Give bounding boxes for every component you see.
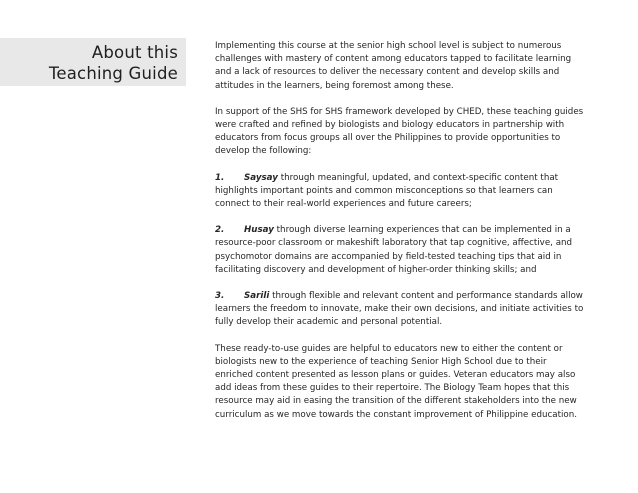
item-text: through diverse learning experiences that can be implemented in a resource-poor classroom or makeshift laboratory that tap cognitive, affective, and psychomotor domains are accompanied by field-tested teaching tips that aid in facilitating discovery and development of higher-order thinking skills; and (215, 225, 573, 275)
body-text (215, 40, 587, 435)
item-number: 1. (215, 172, 225, 183)
item-text: through meaningful, updated, and context-specific content that highlights important points and common misconceptions so that learners can connect to their real-world experiences and future careers; (215, 172, 559, 210)
item-text: through flexible and relevant content and performance standards allow learners the freedom to innovate, make their own decisions, and initiate activities to fully develop their academic and personal potential. (215, 291, 584, 328)
list-item (215, 172, 587, 212)
item-term: Saysay (244, 172, 278, 183)
list-item (215, 290, 587, 330)
list-item (215, 224, 587, 277)
section-title-line-1: About this (91, 43, 178, 62)
item-term: Sarili (244, 291, 270, 302)
item-number: 2. (215, 225, 225, 236)
section-title-line-2: Teaching Guide (48, 64, 178, 83)
item-number: 3. (215, 291, 225, 302)
closing-paragraph: These ready-to-use guides are helpful to educators new to either the content or biologists new to the experience of teaching Senior High School due to their enriched content presented as lesson plans or guides. Veteran educators may also add ideas from these guides to their repertoire. The Biology Team hopes that this resource may aid in easing the transition of the different stakeholders into the new curriculum as we move towards the constant improvement of Philippine education. (215, 343, 577, 420)
section-title-box (0, 38, 186, 86)
item-term: Husay (244, 225, 274, 236)
intro-paragraph: Implementing this course at the senior high school level is subject to numerous challenges with mastery of content among educators tapped to facilitate learning and a lack of resources to deliver the necessary content and develop skills and attitudes in the learners, being foremost among these. (215, 41, 572, 91)
support-paragraph: In support of the SHS for SHS framework developed by CHED, these teaching guides were crafted and refined by biologists and biology educators in partnership with educators from focus groups all over the Philippines to provide opportunities to develop the following: (215, 106, 584, 157)
